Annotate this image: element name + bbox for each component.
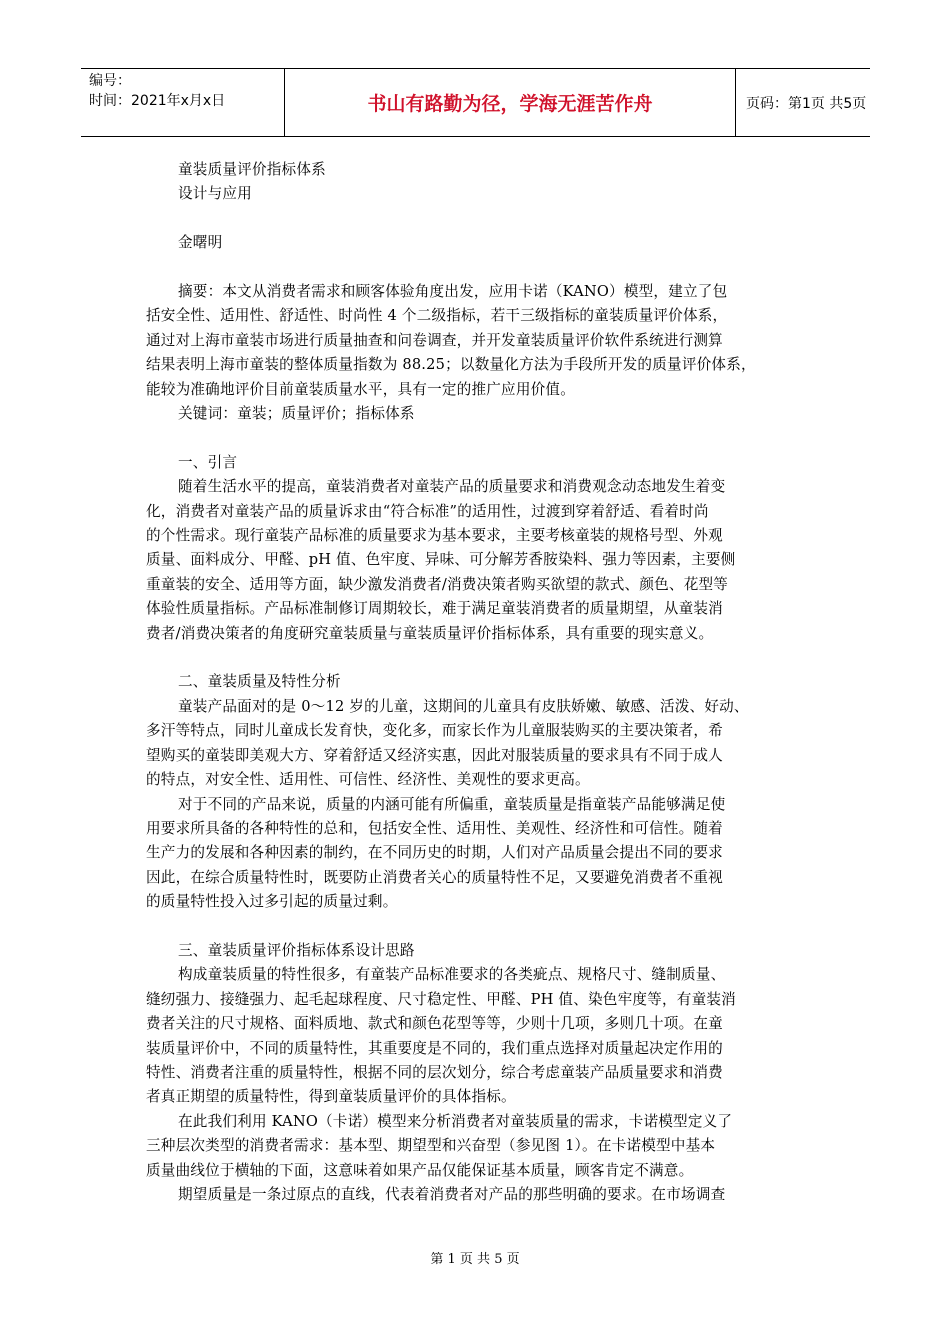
paragraph-line: 缝纫强力、接缝强力、起毛起球程度、尺寸稳定性、甲醛、PH 值、染色牢度等，有童装消 (146, 990, 736, 1008)
keywords: 关键词：童装；质量评价；指标体系 (178, 405, 415, 423)
page-header (81, 68, 870, 137)
paragraph-line: 体验性质量指标。产品标准制修订周期较长，难于满足童装消费者的质量期望，从童装消 (146, 600, 723, 618)
abstract (146, 280, 826, 402)
paragraph-line: 因此，在综合质量特性时，既要防止消费者关心的质量特性不足，又要避免消费者不重视 (146, 868, 723, 886)
paragraph-line: 望购买的童装即美观大方、穿着舒适又经济实惠，因此对服装质量的要求具有不同于成人 (146, 746, 723, 764)
paragraph-line: 童装产品面对的是 0～12 岁的儿童，这期间的儿童具有皮肤娇嫩、敏感、活泼、好动、 (178, 697, 749, 715)
paragraph-line: 的特点，对安全性、适用性、可信性、经济性、美观性的要求更高。 (146, 771, 590, 789)
section-heading: 一、引言 (178, 453, 238, 471)
abstract-line: 能较为准确地评价目前童装质量水平，具有一定的推广应用价值。 (146, 380, 576, 398)
paragraph-line: 用要求所具备的各种特性的总和，包括安全性、适用性、美观性、经济性和可信性。随着 (146, 819, 723, 837)
section-heading: 三、童装质量评价指标体系设计思路 (178, 941, 415, 959)
section-paragraph (146, 1183, 826, 1207)
paragraph-line: 在此我们利用 KANO（卡诺）模型来分析消费者对童装质量的需求，卡诺模型定义了 (178, 1112, 733, 1130)
paragraph-line: 重童装的安全、适用等方面，缺少激发消费者/消费决策者购买欲望的款式、颜色、花型等 (146, 575, 729, 593)
doc-author: 金曙明 (178, 234, 223, 252)
paragraph-line: 质量、面料成分、甲醛、pH 值、色牢度、异味、可分解芳香胺染料、强力等因素，主要侧 (146, 551, 736, 569)
document-body (146, 158, 826, 1207)
paragraph-line: 者真正期望的质量特性，得到童装质量评价的具体指标。 (146, 1088, 516, 1106)
paragraph-line: 对于不同的产品来说，质量的内涵可能有所偏重，童装质量是指童装产品能够满足使 (178, 795, 726, 813)
doc-title: 童装质量评价指标体系 (178, 161, 326, 178)
page-footer: 第 1 页 共 5 页 (430, 1252, 520, 1267)
paragraph-line: 构成童装质量的特性很多，有童装产品标准要求的各类疵点、规格尺寸、缝制质量、 (178, 966, 726, 984)
section-paragraph (146, 1110, 826, 1183)
paragraph-line: 期望质量是一条过原点的直线，代表着消费者对产品的那些明确的要求。在市场调查 (178, 1185, 726, 1203)
abstract-line: 括安全性、适用性、舒适性、时尚性 4 个二级指标，若干三级指标的童装质量评价体系， (146, 307, 728, 325)
section-paragraph (146, 475, 826, 646)
header-motto: 书山有路勤为径，学海无涯苦作舟 (284, 69, 736, 136)
paragraph-line: 装质量评价中，不同的质量特性，其重要度是不同的，我们重点选择对质量起决定作用的 (146, 1039, 723, 1057)
abstract-line: 摘要：本文从消费者需求和顾客体验角度出发，应用卡诺（KANO）模型，建立了包 (178, 283, 728, 300)
paragraph-line: 特性、消费者注重的质量特性，根据不同的层次划分，综合考虑童装产品质量要求和消费 (146, 1063, 723, 1081)
section-paragraph (146, 695, 826, 793)
paragraph-line: 费者关注的尺寸规格、面料质地、款式和颜色花型等等，少则十几项，多则几十项。在童 (146, 1015, 723, 1033)
abstract-line: 通过对上海市童装市场进行质量抽查和问卷调查，并开发童装质量评价软件系统进行测算 (146, 331, 723, 349)
paragraph-line: 化，消费者对童装产品的质量诉求由“符合标准”的适用性，过渡到穿着舒适、看着时尚 (146, 502, 709, 520)
section-paragraph (146, 793, 826, 915)
section-paragraph (146, 963, 826, 1109)
header-page-info: 页码：第1页 共5页 (746, 95, 867, 112)
paragraph-line: 三种层次类型的消费者需求：基本型、期望型和兴奋型（参见图 1）。在卡诺模型中基本 (146, 1137, 716, 1155)
paragraph-line: 的质量特性投入过多引起的质量过剩。 (146, 893, 398, 911)
paragraph-line: 随着生活水平的提高，童装消费者对童装产品的质量要求和消费观念动态地发生着变 (178, 478, 726, 496)
section-heading: 二、童装质量及特性分析 (178, 673, 341, 691)
paragraph-line: 质量曲线位于横轴的下面，这意味着如果产品仅能保证基本质量，顾客肯定不满意。 (146, 1161, 694, 1179)
doc-subtitle: 设计与应用 (178, 185, 252, 203)
paragraph-line: 的个性需求。现行童装产品标准的质量要求为基本要求，主要考核童装的规格号型、外观 (146, 527, 723, 545)
header-left-cell (81, 69, 284, 136)
document-code-label: 编号： (89, 73, 131, 89)
paragraph-line: 生产力的发展和各种因素的制约，在不同历史的时期，人们对产品质量会提出不同的要求 (146, 844, 723, 862)
document-date: 时间：2021年x月x日 (89, 93, 226, 109)
paragraph-line: 多汗等特点，同时儿童成长发育快，变化多，而家长作为儿童服装购买的主要决策者，希 (146, 722, 723, 740)
paragraph-line: 费者/消费决策者的角度研究童装质量与童装质量评价指标体系，具有重要的现实意义。 (146, 624, 714, 642)
abstract-line: 结果表明上海市童装的整体质量指数为 88.25；以数量化方法为手段所开发的质量评价体系， (146, 356, 756, 374)
